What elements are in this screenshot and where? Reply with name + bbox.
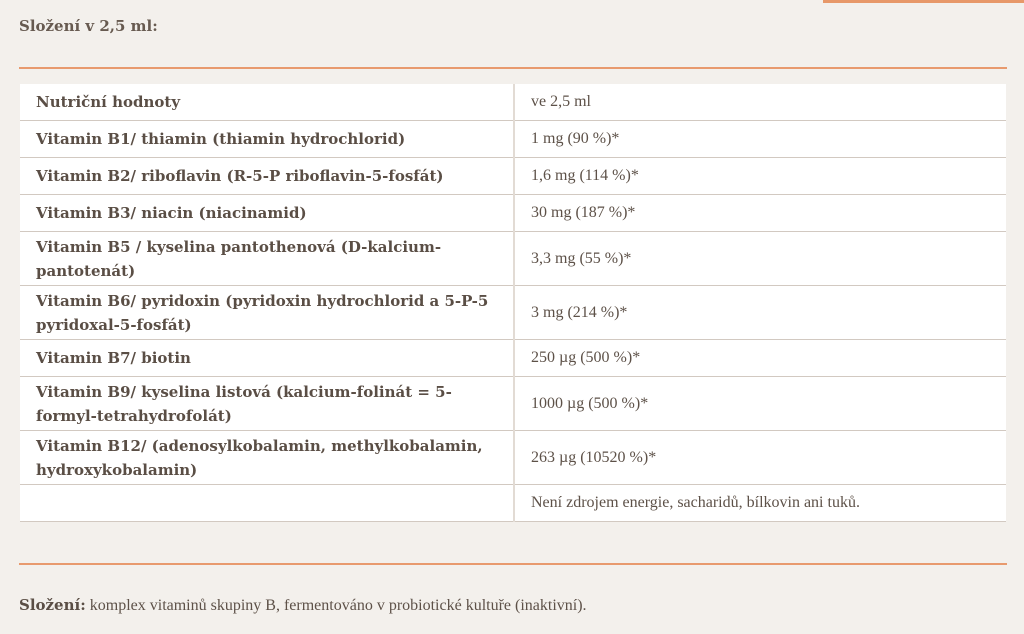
table-row bbox=[20, 377, 1006, 431]
nutrient-name: Vitamin B1/ thiamin (thiamin hydrochlorid) bbox=[20, 121, 514, 158]
nutrient-name bbox=[20, 485, 514, 522]
table-row bbox=[20, 286, 1006, 340]
table-row bbox=[20, 431, 1006, 485]
nutrient-name: Vitamin B6/ pyridoxin (pyridoxin hydrochlorid a 5-P-5 pyridoxal-5-fosfát) bbox=[20, 286, 514, 340]
nutrient-value: 3 mg (214 %)* bbox=[514, 286, 1006, 340]
nutrient-name: Vitamin B3/ niacin (niacinamid) bbox=[20, 195, 514, 232]
table-row bbox=[20, 158, 1006, 195]
table-row bbox=[20, 195, 1006, 232]
composition-body: komplex vitaminů skupiny B, fermentováno v probiotické kultuře (inaktivní). bbox=[85, 597, 587, 614]
nutrient-name: Vitamin B12/ (adenosylkobalamin, methylkobalamin, hydroxykobalamin) bbox=[20, 431, 514, 485]
top-accent-bar bbox=[823, 0, 1024, 3]
nutrient-name: Vitamin B9/ kyselina listová (kalcium-folinát = 5-formyl-tetrahydrofolát) bbox=[20, 377, 514, 431]
table-row bbox=[20, 121, 1006, 158]
table-row bbox=[20, 84, 1006, 121]
table-row bbox=[20, 485, 1006, 522]
divider-top bbox=[19, 67, 1007, 69]
nutrient-name: Vitamin B7/ biotin bbox=[20, 340, 514, 377]
nutrient-value: 1000 µg (500 %)* bbox=[514, 377, 1006, 431]
section-title: Složení v 2,5 ml: bbox=[19, 17, 158, 35]
composition-text bbox=[19, 596, 587, 615]
nutrient-name: Vitamin B5 / kyselina pantothenová (D-kalcium-pantotenát) bbox=[20, 232, 514, 286]
table-row bbox=[20, 340, 1006, 377]
nutrient-value: 263 µg (10520 %)* bbox=[514, 431, 1006, 485]
nutrient-value: 3,3 mg (55 %)* bbox=[514, 232, 1006, 286]
table-row bbox=[20, 232, 1006, 286]
divider-bottom bbox=[19, 563, 1007, 565]
nutrient-value: Není zdrojem energie, sacharidů, bílkovin ani tuků. bbox=[514, 485, 1006, 522]
composition-label: Složení: bbox=[19, 596, 86, 614]
nutrient-value: 1,6 mg (114 %)* bbox=[514, 158, 1006, 195]
nutrient-value: 250 µg (500 %)* bbox=[514, 340, 1006, 377]
nutrient-value: ve 2,5 ml bbox=[514, 84, 1006, 121]
nutrition-table bbox=[20, 84, 1006, 522]
nutrient-value: 30 mg (187 %)* bbox=[514, 195, 1006, 232]
nutrient-name: Nutriční hodnoty bbox=[20, 84, 514, 121]
nutrient-name: Vitamin B2/ riboflavin (R-5-P riboflavin-5-fosfát) bbox=[20, 158, 514, 195]
nutrient-value: 1 mg (90 %)* bbox=[514, 121, 1006, 158]
